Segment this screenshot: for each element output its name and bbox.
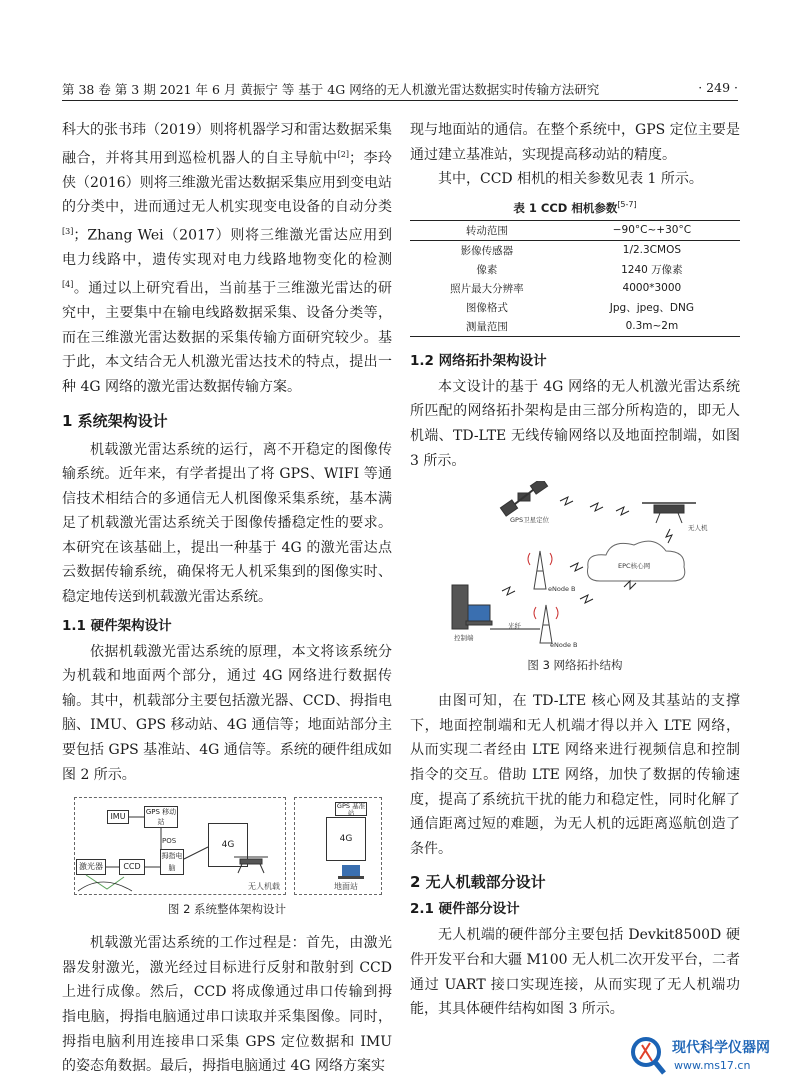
paragraph-lte-explanation: 由图可知，在 TD-LTE 核心网及其基站的支撑下，地面控制端和无人机端才得以并入 LTE 网络，从而实现二者经由 LTE 网络来进行视频信息和控制指令的交互。借助 LTE 网络，加快了数据的传输速度，提高了系统抗干扰的能力和稳定性，同时化解了通信距离过短的难题，为无人机的远距离巡航创造了条件。 [410,693,740,857]
figure-2-system-architecture [62,797,392,897]
table-row [410,240,740,260]
core-network-label: EPC核心网 [618,562,651,571]
fig2-connectors [62,797,392,897]
table-row [410,260,740,279]
figure-2-caption: 图 2 系统整体架构设计 [167,902,287,917]
table-cell-param: 像素 [476,263,498,276]
subsection-1-1-heading: 1.1 硬件架构设计 [62,617,172,634]
section-2-heading: 2 无人机载部分设计 [410,873,546,892]
page-number: · 249 · [698,80,738,95]
left-column [62,118,392,1079]
table-row [410,298,740,317]
figure-3-network-topology [410,481,740,651]
table-cell-param: 图像格式 [465,301,508,314]
paragraph-table-intro: 其中，CCD 相机的相关参数见表 1 所示。 [438,171,703,188]
paragraph-system-arch: 机载激光雷达系统的运行，离不开稳定的图像传输系统。近年来，有学者提出了将 GPS、WIFI 等通信技术相结合的多通信无人机图像采集系统，基本满足了机载激光雷达系统关于图像传播稳定性的要求。本研究在该基础上，提出一种基于 4G 的激光雷达点云数据传输系统，确保将无人机采集到的图像实时、稳定地传送到机载激光雷达系统。 [62,441,392,606]
table-cell-value: 1/2.3CMOS [622,244,682,257]
satellite-label: GPS卫星定位 [510,516,550,525]
server-icon [452,585,492,629]
subsection-2-1-heading: 2.1 硬件部分设计 [410,901,520,918]
thumb-pc-box: 拇指电脑 [160,849,184,875]
table-row [410,279,740,298]
paragraph-uav-hardware: 无人机端的硬件部分主要包括 Devkit8500D 硬件开发平台和大疆 M100 无人机二次开发平台，二者通过 UART 接口实现连接，从而实现了无人机端功能，其具体硬件结构如图 3 所示。 [410,927,740,1018]
laser-box: 激光器 [76,859,106,875]
table-cell-value: 4000*3000 [622,282,682,295]
table-cell-param: 测量范围 [410,317,564,337]
table-cell-value: −90°C~+30°C [564,220,740,240]
imu-box: IMU [107,810,129,824]
uav-drone-icon [642,503,696,523]
enodeb-tower-2-icon [534,605,558,643]
section-1-heading: 1 系统架构设计 [62,411,168,430]
paragraph-communication: 现与地面站的通信。在整个系统中，GPS 定位主要是通过建立基准站，实现提高移动站的精度。 [410,122,740,163]
subsection-1-2-heading: 1.2 网络拓扑架构设计 [410,352,547,369]
pos-label: POS [162,837,177,846]
ground-label: 地面站 [334,882,358,892]
enodeb-label-1: eNode B [548,585,576,594]
paragraph-hardware-arch: 依据机载激光雷达系统的原理，本文将该系统分为机载和地面两个部分，通过 4G 网络进行数据传输。其中，机载部分主要包括激光器、CCD、拇指电脑、IMU、GPS 移动站、4G 通信等；地面站部分主要包括 GPS 基准站、4G 通信等。系统的硬件组成如图 2 所示。 [62,643,392,783]
net-4g-box: 4G [208,823,248,867]
table-row [410,220,740,240]
fig3-drawing [410,481,740,651]
watermark-url: www.ms17.cn [674,1059,751,1072]
enodeb-tower-1-icon [528,551,552,589]
ground-4g-box: 4G [326,817,366,861]
ccd-box: CCD [119,859,145,875]
paragraph-workflow: 机载激光雷达系统的工作过程是：首先，由激光器发射激光，激光经过目标进行反射和散射到 CCD 上进行成像。然后，CCD 将成像通过串口传输到拇指电脑，拇指电脑通过串口读取并采集图像。同时，拇指电脑利用连接串口采集 GPS 定位数据和 IMU 的姿态角数据。最后，拇指电脑通过 4G 网络方案实 [62,935,392,1075]
watermark-logo [628,1033,793,1079]
uav-label: 无人机 [688,524,708,533]
figure-3-caption: 图 3 网络拓扑结构 [527,658,623,673]
drone-icon [234,857,268,873]
table-cell-param: 影像传感器 [460,244,514,257]
table-cell-value: Jpg、jpeg、DNG [609,301,694,314]
satellite-icon [500,481,547,516]
ground-control-label: 控制端 [454,634,474,643]
table-1-ccd-params [410,220,740,337]
paragraph-network-topology: 本文设计的基于 4G 网络的无人机激光雷达系统所匹配的网络拓扑架构是由三部分所构造的，即无人机端、TD-LTE 无线传输网络以及地面控制端，如图 3 所示。 [410,378,740,469]
header-journal-info: 第 38 卷 第 3 期 2021 年 6 月 黄振宁 等 基于 4G 网络的无人机激光雷达数据实时传输方法研究 [62,82,600,97]
uav-label: 无人机载 [248,882,280,892]
table-row [410,317,740,337]
running-header [62,78,738,101]
table-cell-param: 转动范围 [410,220,564,240]
table-cell-param: 照片最大分辨率 [450,282,524,295]
magnifier-logo-icon [628,1035,668,1077]
fiber-link-label: 光纤 [508,622,521,631]
table-1-caption: 表 1 CCD 相机参数[5-7] [513,199,637,215]
watermark-name: 现代科学仪器网 [672,1040,770,1056]
laptop-icon [338,865,364,879]
right-column [410,118,740,1022]
table-cell-value: 0.3m~2m [564,317,740,337]
gps-mobile-box: GPS 移动站 [145,808,177,827]
enodeb-label-2: eNode B [550,641,578,650]
gps-base-box: GPS 基准站 [336,802,366,818]
table-cell-value: 1240 万像素 [621,263,683,276]
paragraph-intro: 科大的张书玮（2019）则将机器学习和雷达数据采集融合，并将其用到巡检机器人的自主导航中[2]；李玲侠（2016）则将三维激光雷达数据采集应用到变电站的分类中，进而通过无人机实现变电设备的自动分类[3]；Zhang Wei（2017）则将三维激光雷达应用到电力线路中，遗传实现对电力线路地物变化的检测[4]。通过以上研究看出，当前基于三维激光雷达的研究中，主要集中在输电线路数据采集、设备分类等，而在三维激光雷达数据的采集传输方面研究较少。基于此，本文结合无人机激光雷达技术的特点，提出一种 4G 网络的激光雷达数据传输方案。 [62,122,392,395]
